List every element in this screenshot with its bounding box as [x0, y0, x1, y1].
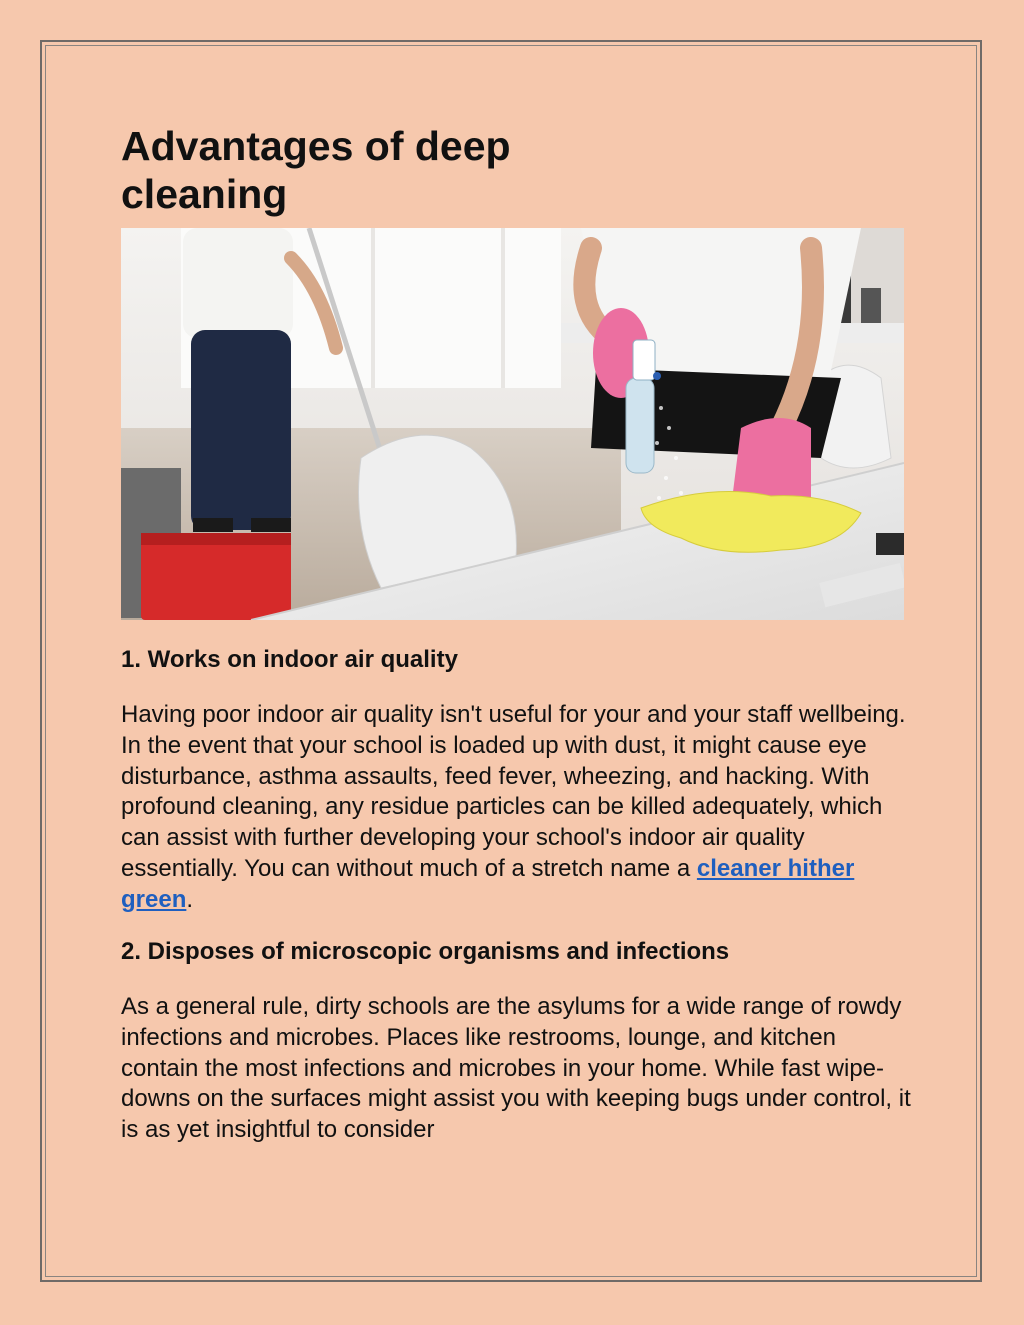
document-title: Advantages of deep cleaning	[121, 123, 511, 217]
section-heading-air-quality: 1. Works on indoor air quality	[121, 646, 458, 673]
cleaning-photo	[121, 228, 904, 620]
paragraph-end-punctuation: .	[186, 885, 194, 913]
paragraph-text: Having poor indoor air quality isn't useful for your and your staff wellbeing. In the event that your school is loaded up with dust, it might cause eye disturbance, asthma assaults, feed fever, wheezing, and hacking. With profound cleaning, any residue particles can be killed adequately, which can assist with further developing your school's indoor air quality essentially. You can without much of a stretch name a	[121, 701, 906, 882]
section-paragraph-microorganisms: As a general rule, dirty schools are the asylums for a wide range of rowdy infections and microbes. Places like restrooms, lounge, and kitchen contain the most infections and microbes in your home. While fast wipe-downs on the surfaces might assist you with keeping bugs under control, it is as yet insightful to consider	[121, 993, 911, 1144]
section-paragraph-air-quality	[121, 700, 911, 916]
section-heading-microorganisms: 2. Disposes of microscopic organisms and infections	[121, 938, 730, 965]
cleaner-hither-green-link[interactable]: cleaner hither green	[121, 854, 855, 913]
